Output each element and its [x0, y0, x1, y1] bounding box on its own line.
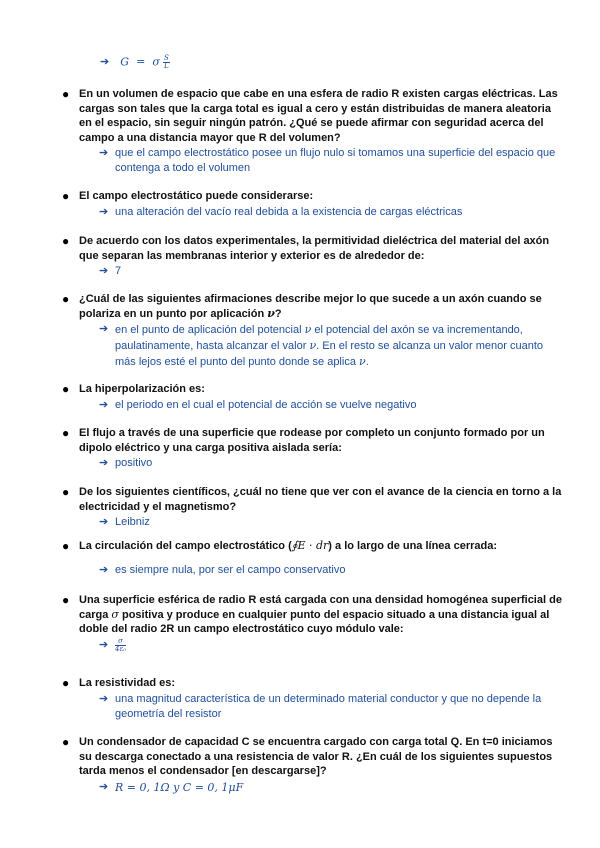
bullet-icon: ●: [62, 382, 70, 396]
bullet-icon: ●: [62, 426, 70, 440]
arrow-icon: ➔: [99, 398, 109, 411]
question-item: [62, 539, 562, 578]
question-item: [62, 426, 562, 471]
question-text: La hiperpolarización es:: [79, 383, 205, 395]
answer-text: una alteración del vacío real debida a la existencia de cargas eléctricas: [115, 205, 463, 218]
bullet-icon: ●: [62, 485, 70, 499]
answer-text: el periodo en el cual el potencial de acción se vuelve negativo: [115, 398, 417, 411]
question-item: [62, 87, 562, 176]
bullet-icon: ●: [62, 593, 70, 607]
answer-formula: [115, 638, 562, 653]
answer-text: que el campo electrostático posee un flujo nulo si tomamos una superficie del espacio que contenga a todo el volumen: [115, 147, 556, 174]
bullet-icon: ●: [62, 292, 70, 306]
answer: [99, 264, 562, 279]
answer: [99, 515, 562, 530]
answer-formula: R = 0, 1Ω y C = 0, 1μF: [115, 780, 244, 794]
answer: [99, 638, 562, 653]
answer: [99, 205, 562, 220]
question-text: La resistividad es:: [79, 677, 175, 689]
question-item: [62, 676, 562, 722]
question-text: De acuerdo con los datos experimentales, la permitividad dieléctrica del material del axón que separan las membranas interior y exterior es de alrededor de:: [79, 235, 550, 262]
answer: [99, 398, 562, 413]
bullet-icon: ●: [62, 87, 70, 101]
question-item: [62, 485, 562, 530]
answer: [99, 146, 562, 176]
arrow-icon: ➔: [99, 147, 109, 159]
question-text: En un volumen de espacio que cabe en una esfera de radio R existen cargas eléctricas. Las cargas son tales que la carga total es igual a cero y están distribuidas de manera aleatoria en el espacio, sin seguir ningún patrón. ¿Qué se puede afirmar con seguridad acerca del campo a una distancia mayor que R del volumen?: [79, 88, 558, 144]
arrow-icon: ➔: [99, 457, 109, 469]
question-item: [62, 382, 562, 413]
question-text: De los siguientes científicos, ¿cuál no tiene que ver con el avance de la ciencia en torno a la electricidad y el magnetismo?: [79, 486, 562, 513]
answer-text: positivo: [115, 457, 153, 469]
formula-lhs: G: [120, 55, 130, 69]
answer: [99, 456, 562, 471]
question-item: [62, 189, 562, 220]
answer-text: en el punto de aplicación del potencial ν el potencial del axón se va incrementando, paulatinamente, hasta alcanzar el valor ν. En el resto se alcanza un valor menor cuanto más lejos esté el punto del punto donde se aplica ν.: [115, 323, 543, 368]
question-item: [62, 234, 562, 279]
answer: [99, 692, 562, 722]
arrow-icon: ➔: [99, 265, 109, 277]
arrow-icon: ➔: [99, 692, 109, 705]
answer-text: 7: [115, 265, 122, 277]
circulation-integral: ∮E · dr: [291, 539, 329, 552]
answer-text: es siempre nula, por ser el campo conservativo: [115, 563, 346, 576]
question-text: La circulación del campo electrostático (∮E · dr) a lo largo de una línea cerrada:: [79, 539, 498, 552]
bullet-icon: ●: [62, 676, 70, 690]
answer: [99, 780, 562, 795]
question-item: [62, 593, 562, 653]
sigma-over-4eps0-fraction: $\frac{\sigma}{\text{4ε₀}}$: [115, 636, 127, 653]
question-text: ¿Cuál de las siguientes afirmaciones describe mejor lo que sucede a un axón cuando se polariza en un punto por aplicación ν?: [79, 293, 542, 320]
formula-fraction: $\frac{S}{L}$: [164, 54, 169, 70]
formula-sigma: σ: [152, 55, 160, 69]
bullet-icon: ●: [62, 189, 70, 203]
arrow-icon: ➔: [99, 780, 109, 793]
answer: [99, 322, 562, 370]
top-answer: [100, 55, 170, 70]
arrow-icon: ➔: [99, 205, 109, 218]
question-item: [62, 292, 562, 370]
bullet-icon: ●: [62, 735, 70, 749]
answer-text: Leibniz: [115, 516, 150, 528]
answer-text: una magnitud característica de un determinado material conductor y que no depende la geometría del resistor: [115, 692, 542, 720]
arrow-icon: ➔: [100, 56, 110, 69]
question-item: [62, 735, 562, 795]
question-text: Una superficie esférica de radio R está cargada con una densidad homogénea superficial de carga σ positiva y produce en cualquier punto del espacio situado a una distancia igual al doble del radio 2R un campo electrostático cuyo módulo vale:: [79, 594, 562, 635]
arrow-icon: ➔: [99, 563, 109, 576]
question-text: Un condensador de capacidad C se encuentra cargado con carga total Q. En t=0 iniciamos su descarga conectado a una resistencia de valor R. ¿En cuál de los siguientes supuestos tarda menos el condensador [en descargarse]?: [79, 736, 553, 777]
question-text: El campo electrostático puede considerarse:: [79, 190, 314, 202]
formula-eq: =: [136, 55, 146, 69]
arrow-icon: ➔: [99, 323, 109, 335]
question-text: El flujo a través de una superficie que rodease por completo un conjunto formado por un dipolo eléctrico y una carga positiva aislada sería:: [79, 427, 545, 454]
arrow-icon: ➔: [99, 638, 109, 651]
answer: [99, 563, 562, 578]
bullet-icon: ●: [62, 234, 70, 248]
arrow-icon: ➔: [99, 516, 109, 528]
bullet-icon: ●: [62, 539, 70, 553]
